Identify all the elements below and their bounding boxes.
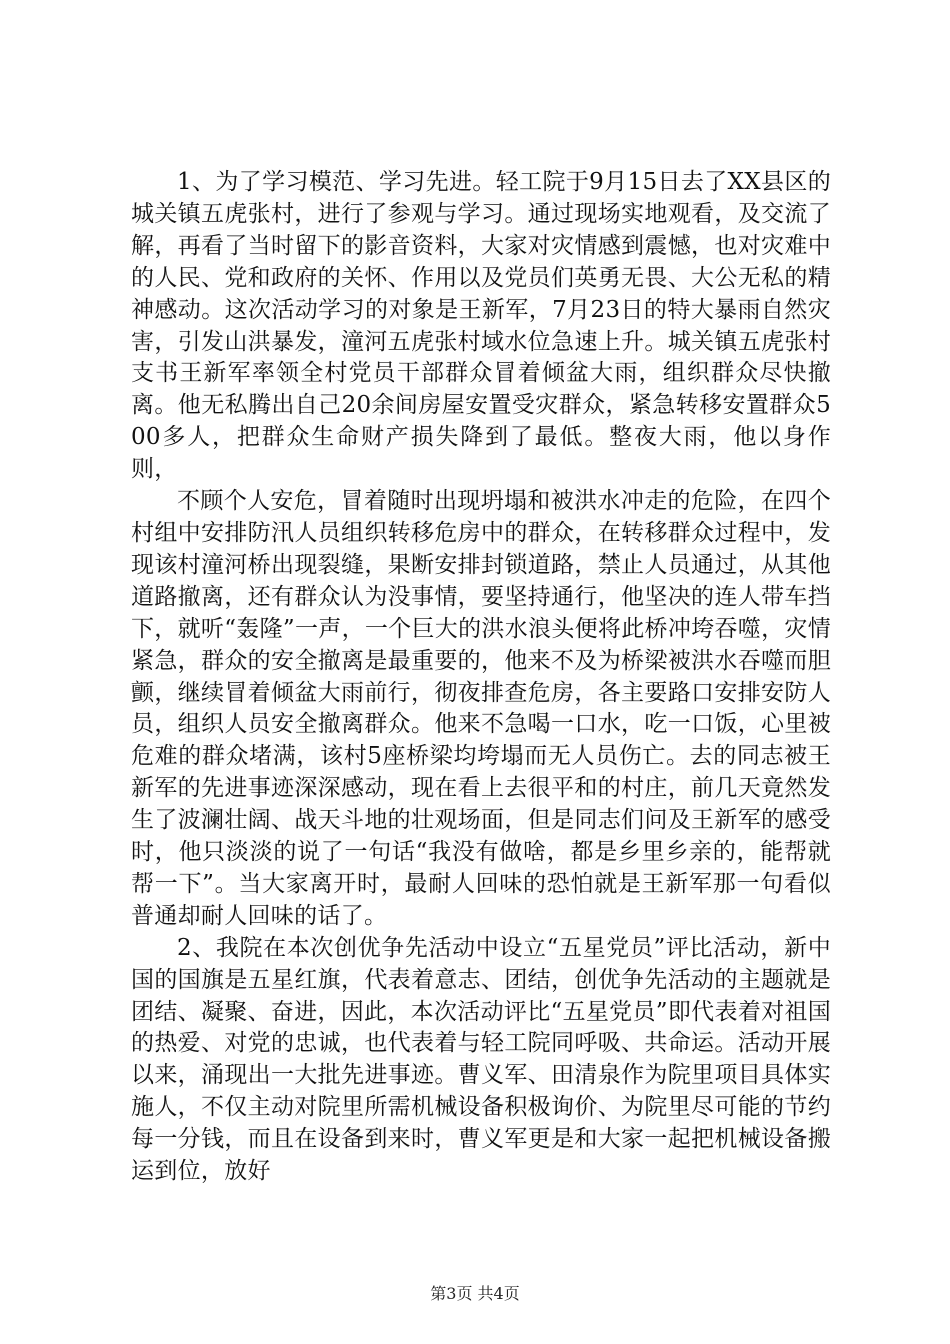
paragraph-1: 1、为了学习模范、学习先进。轻工院于9月15日去了XX县区的城关镇五虎张村，进行了参观与学习。通过现场实地观看，及交流了解，再看了当时留下的影音资料，大家对灾情感到震憾，也对灾难中的人民、党和政府的关怀、作用以及党员们英勇无畏、大公无私的精神感动。这次活动学习的对象是王新军，7月23日的特大暴雨自然灾害，引发山洪暴发，潼河五虎张村域水位急速上升。城关镇五虎张村支书王新军率领全村党员干部群众冒着倾盆大雨，组织群众尽快撤离。他无私腾出自己20余间房屋安置受灾群众，紧急转移安置群众500多人，把群众生命财产损失降到了最低。整夜大雨，他以身作则， bbox=[131, 169, 831, 483]
document-body bbox=[131, 167, 831, 1188]
paragraph-3: 2、我院在本次创优争先活动中设立“五星党员”评比活动，新中国的国旗是五星红旗，代表着意志、团结，创优争先活动的主题就是团结、凝聚、奋进，因此，本次活动评比“五星党员”即代表着对祖国的热爱、对党的忠诚，也代表着与轻工院同呼吸、共命运。活动开展以来，涌现出一大批先进事迹。曹义军、田清泉作为院里项目具体实施人，不仅主动对院里所需机械设备积极询价、为院里尽可能的节约每一分钱，而且在设备到来时，曹义军更是和大家一起把机械设备搬运到位，放好 bbox=[131, 934, 831, 1185]
paragraph-2: 不顾个人安危，冒着随时出现坍塌和被洪水冲走的危险，在四个村组中安排防汛人员组织转移危房中的群众，在转移群众过程中，发现该村潼河桥出现裂缝，果断安排封锁道路，禁止人员通过，从其他道路撤离，还有群众认为没事情，要坚持通行，他坚决的连人带车挡下，就听“轰隆”一声，一个巨大的洪水浪头便将此桥冲垮吞噬，灾情紧急，群众的安全撤离是最重要的，他来不及为桥梁被洪水吞噬而胆颤，继续冒着倾盆大雨前行，彻夜排查危房，各主要路口安排安防人员，组织人员安全撤离群众。他来不急喝一口水，吃一口饭，心里被危难的群众堵满，该村5座桥梁均垮塌而无人员伤亡。去的同志被王新军的先进事迹深深感动，现在看上去很平和的村庄，前几天竟然发生了波澜壮阔、战天斗地的壮观场面，但是同志们问及王新军的感受时，他只淡淡的说了一句话“我没有做啥，都是乡里乡亲的，能帮就帮一下”。当大家离开时，最耐人回味的恐怕就是王新军那一句看似普通却耐人回味的话了。 bbox=[131, 488, 831, 929]
page-footer: 第3页 共4页 bbox=[430, 1284, 520, 1303]
